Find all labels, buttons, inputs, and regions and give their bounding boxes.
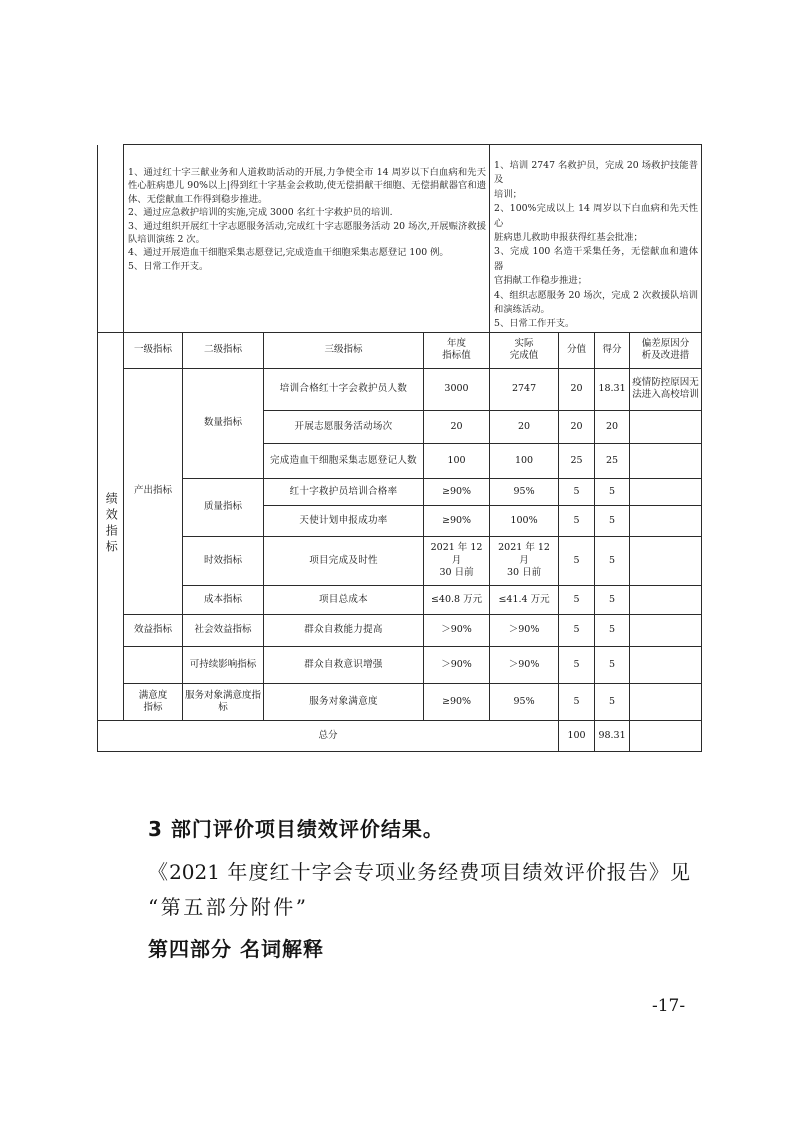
indicator-cell: 红十字救护员培训合格率 [264, 478, 424, 505]
weight-cell: 5 [559, 536, 595, 585]
target-cell: ≥90% [424, 505, 490, 536]
planned-goals-cell [124, 145, 490, 333]
actual-result-line: 官捐献工作稳步推进； [494, 275, 588, 287]
indicator-cell: 开展志愿服务活动场次 [264, 410, 424, 443]
actual-cell: ≤41.4 万元 [490, 585, 559, 614]
level2-sustainable: 可持续影响指标 [183, 646, 264, 683]
level2-timeliness: 时效指标 [183, 536, 264, 585]
indicator-cell: 项目完成及时性 [264, 536, 424, 585]
target-cell: 2021 年 12 月 30 日前 [424, 536, 490, 585]
level1-empty-cell [124, 646, 183, 683]
planned-goal-line: 2、通过应急救护培训的实施,完成 3000 名红十字救护员的培训. [128, 207, 393, 219]
table-row [98, 368, 702, 410]
actual-result-line: 1、培训 2747 名救护员，完成 20 场救护技能普及 [494, 160, 699, 186]
level1-satisfaction: 满意度 指标 [124, 683, 183, 720]
indicator-cell: 天使计划申报成功率 [264, 505, 424, 536]
total-row [98, 720, 702, 751]
header-score: 得分 [595, 332, 630, 368]
actual-cell: 2747 [490, 368, 559, 410]
target-cell: 100 [424, 443, 490, 478]
deviation-cell [630, 478, 702, 505]
header-row [98, 332, 702, 368]
deviation-cell [630, 683, 702, 720]
actual-cell: 2021 年 12 月 30 日前 [490, 536, 559, 585]
planned-goal-line: 1、通过红十字三献业务和人道救助活动的开展,力争使全市 14 周岁以下白血病和先天 [128, 167, 487, 178]
target-cell: 3000 [424, 368, 490, 410]
deviation-cell [630, 585, 702, 614]
actual-cell: ＞90% [490, 646, 559, 683]
total-score: 98.31 [595, 720, 630, 751]
section-heading: 3 部门评价项目绩效评价结果。 [148, 817, 444, 841]
indicator-cell: 项目总成本 [264, 585, 424, 614]
header-level2: 二级指标 [183, 332, 264, 368]
planned-goal-line: 性心脏病患儿 90%以上|得到红十字基金会救助,使无偿捐献干细胞、无偿捐献器官和遗 [128, 180, 487, 192]
table-row [98, 614, 702, 646]
level1-benefit: 效益指标 [124, 614, 183, 646]
header-level3: 三级指标 [264, 332, 424, 368]
header-deviation: 偏差原因分 析及改进措 [630, 332, 702, 368]
target-cell: ≥90% [424, 683, 490, 720]
actual-result-line: 2、100%完成以上 14 周岁以下白血病和先天性心 [494, 203, 699, 229]
indicator-cell: 服务对象满意度 [264, 683, 424, 720]
planned-goal-line: 队培训演练 2 次。 [128, 234, 205, 246]
level1-output: 产出指标 [124, 368, 183, 614]
table-row [98, 478, 702, 505]
header-weight: 分值 [559, 332, 595, 368]
actual-cell: 100 [490, 443, 559, 478]
score-cell: 5 [595, 585, 630, 614]
actual-cell: ＞90% [490, 614, 559, 646]
actual-cell: 20 [490, 410, 559, 443]
actual-cell: 100% [490, 505, 559, 536]
deviation-cell [630, 443, 702, 478]
deviation-cell [630, 505, 702, 536]
table-row [98, 585, 702, 614]
goals-row [98, 145, 702, 333]
section-body-line: 《2021 年度红十字会专项业务经费项目绩效评价报告》见 [148, 860, 690, 884]
deviation-cell [630, 536, 702, 585]
actual-result-line: 3、完成 100 名造干采集任务，无偿献血和遗体器 [494, 246, 699, 272]
performance-indicator-text: 绩效指标 [104, 492, 119, 557]
score-cell: 5 [595, 536, 630, 585]
score-cell: 25 [595, 443, 630, 478]
actual-cell: 95% [490, 478, 559, 505]
weight-cell: 5 [559, 614, 595, 646]
section-body-line: “第五部分附件” [148, 895, 309, 919]
planned-goal-line: 4、通过开展造血干细胞采集志愿登记,完成造血干细胞采集志愿登记 100 例。 [128, 247, 449, 259]
total-label: 总分 [98, 720, 559, 751]
score-cell: 20 [595, 410, 630, 443]
page-number: -17- [652, 996, 686, 1016]
weight-cell: 5 [559, 683, 595, 720]
indicator-cell: 培训合格红十字会救护员人数 [264, 368, 424, 410]
performance-table [97, 144, 702, 752]
deviation-cell [630, 646, 702, 683]
planned-goal-line: 3、通过组织开展红十字志愿服务活动,完成红十字志愿服务活动 20 场次,开展赈济救援 [128, 220, 487, 232]
score-cell: 5 [595, 614, 630, 646]
deviation-cell: 疫情防控原因无法进入高校培训 [630, 368, 702, 410]
level2-quantity: 数量指标 [183, 368, 264, 478]
level2-cost: 成本指标 [183, 585, 264, 614]
performance-indicator-label [98, 332, 124, 720]
score-cell: 5 [595, 683, 630, 720]
total-deviation-cell [630, 720, 702, 751]
target-cell: ＞90% [424, 614, 490, 646]
total-weight: 100 [559, 720, 595, 751]
score-cell: 18.31 [595, 368, 630, 410]
actual-cell: 95% [490, 683, 559, 720]
level2-social: 社会效益指标 [183, 614, 264, 646]
planned-goal-line: 体、无偿献血工作得到稳步推进。 [128, 193, 268, 205]
deviation-cell [630, 410, 702, 443]
score-cell: 5 [595, 505, 630, 536]
part-heading: 第四部分 名词解释 [148, 937, 324, 961]
actual-results-cell [490, 145, 702, 333]
weight-cell: 5 [559, 478, 595, 505]
target-cell: ≥90% [424, 478, 490, 505]
deviation-cell [630, 614, 702, 646]
goals-side-cell [98, 145, 124, 333]
table-row [98, 683, 702, 720]
target-cell: ＞90% [424, 646, 490, 683]
table-row [98, 536, 702, 585]
indicator-cell: 群众自救意识增强 [264, 646, 424, 683]
target-cell: 20 [424, 410, 490, 443]
weight-cell: 20 [559, 410, 595, 443]
header-level1: 一级指标 [124, 332, 183, 368]
level2-quality: 质量指标 [183, 478, 264, 536]
weight-cell: 25 [559, 443, 595, 478]
score-cell: 5 [595, 478, 630, 505]
weight-cell: 20 [559, 368, 595, 410]
table-row [98, 646, 702, 683]
indicator-cell: 群众自救能力提高 [264, 614, 424, 646]
weight-cell: 5 [559, 505, 595, 536]
level2-service: 服务对象满意度指标 [183, 683, 264, 720]
weight-cell: 5 [559, 585, 595, 614]
actual-result-line: 和演练活动。 [494, 304, 550, 316]
indicator-cell: 完成造血干细胞采集志愿登记人数 [264, 443, 424, 478]
actual-result-line: 5、日常工作开支。 [494, 318, 575, 330]
score-cell: 5 [595, 646, 630, 683]
actual-result-line: 4、组织志愿服务 20 场次，完成 2 次救援队培训 [494, 289, 699, 301]
weight-cell: 5 [559, 646, 595, 683]
header-actual-value: 实际 完成值 [490, 332, 559, 368]
header-annual-target: 年度 指标值 [424, 332, 490, 368]
actual-result-line: 脏病患儿救助申报获得红基会批准； [494, 232, 643, 244]
actual-result-line: 培训； [494, 188, 522, 200]
target-cell: ≤40.8 万元 [424, 585, 490, 614]
planned-goal-line: 5、日常工作开支。 [128, 260, 209, 272]
